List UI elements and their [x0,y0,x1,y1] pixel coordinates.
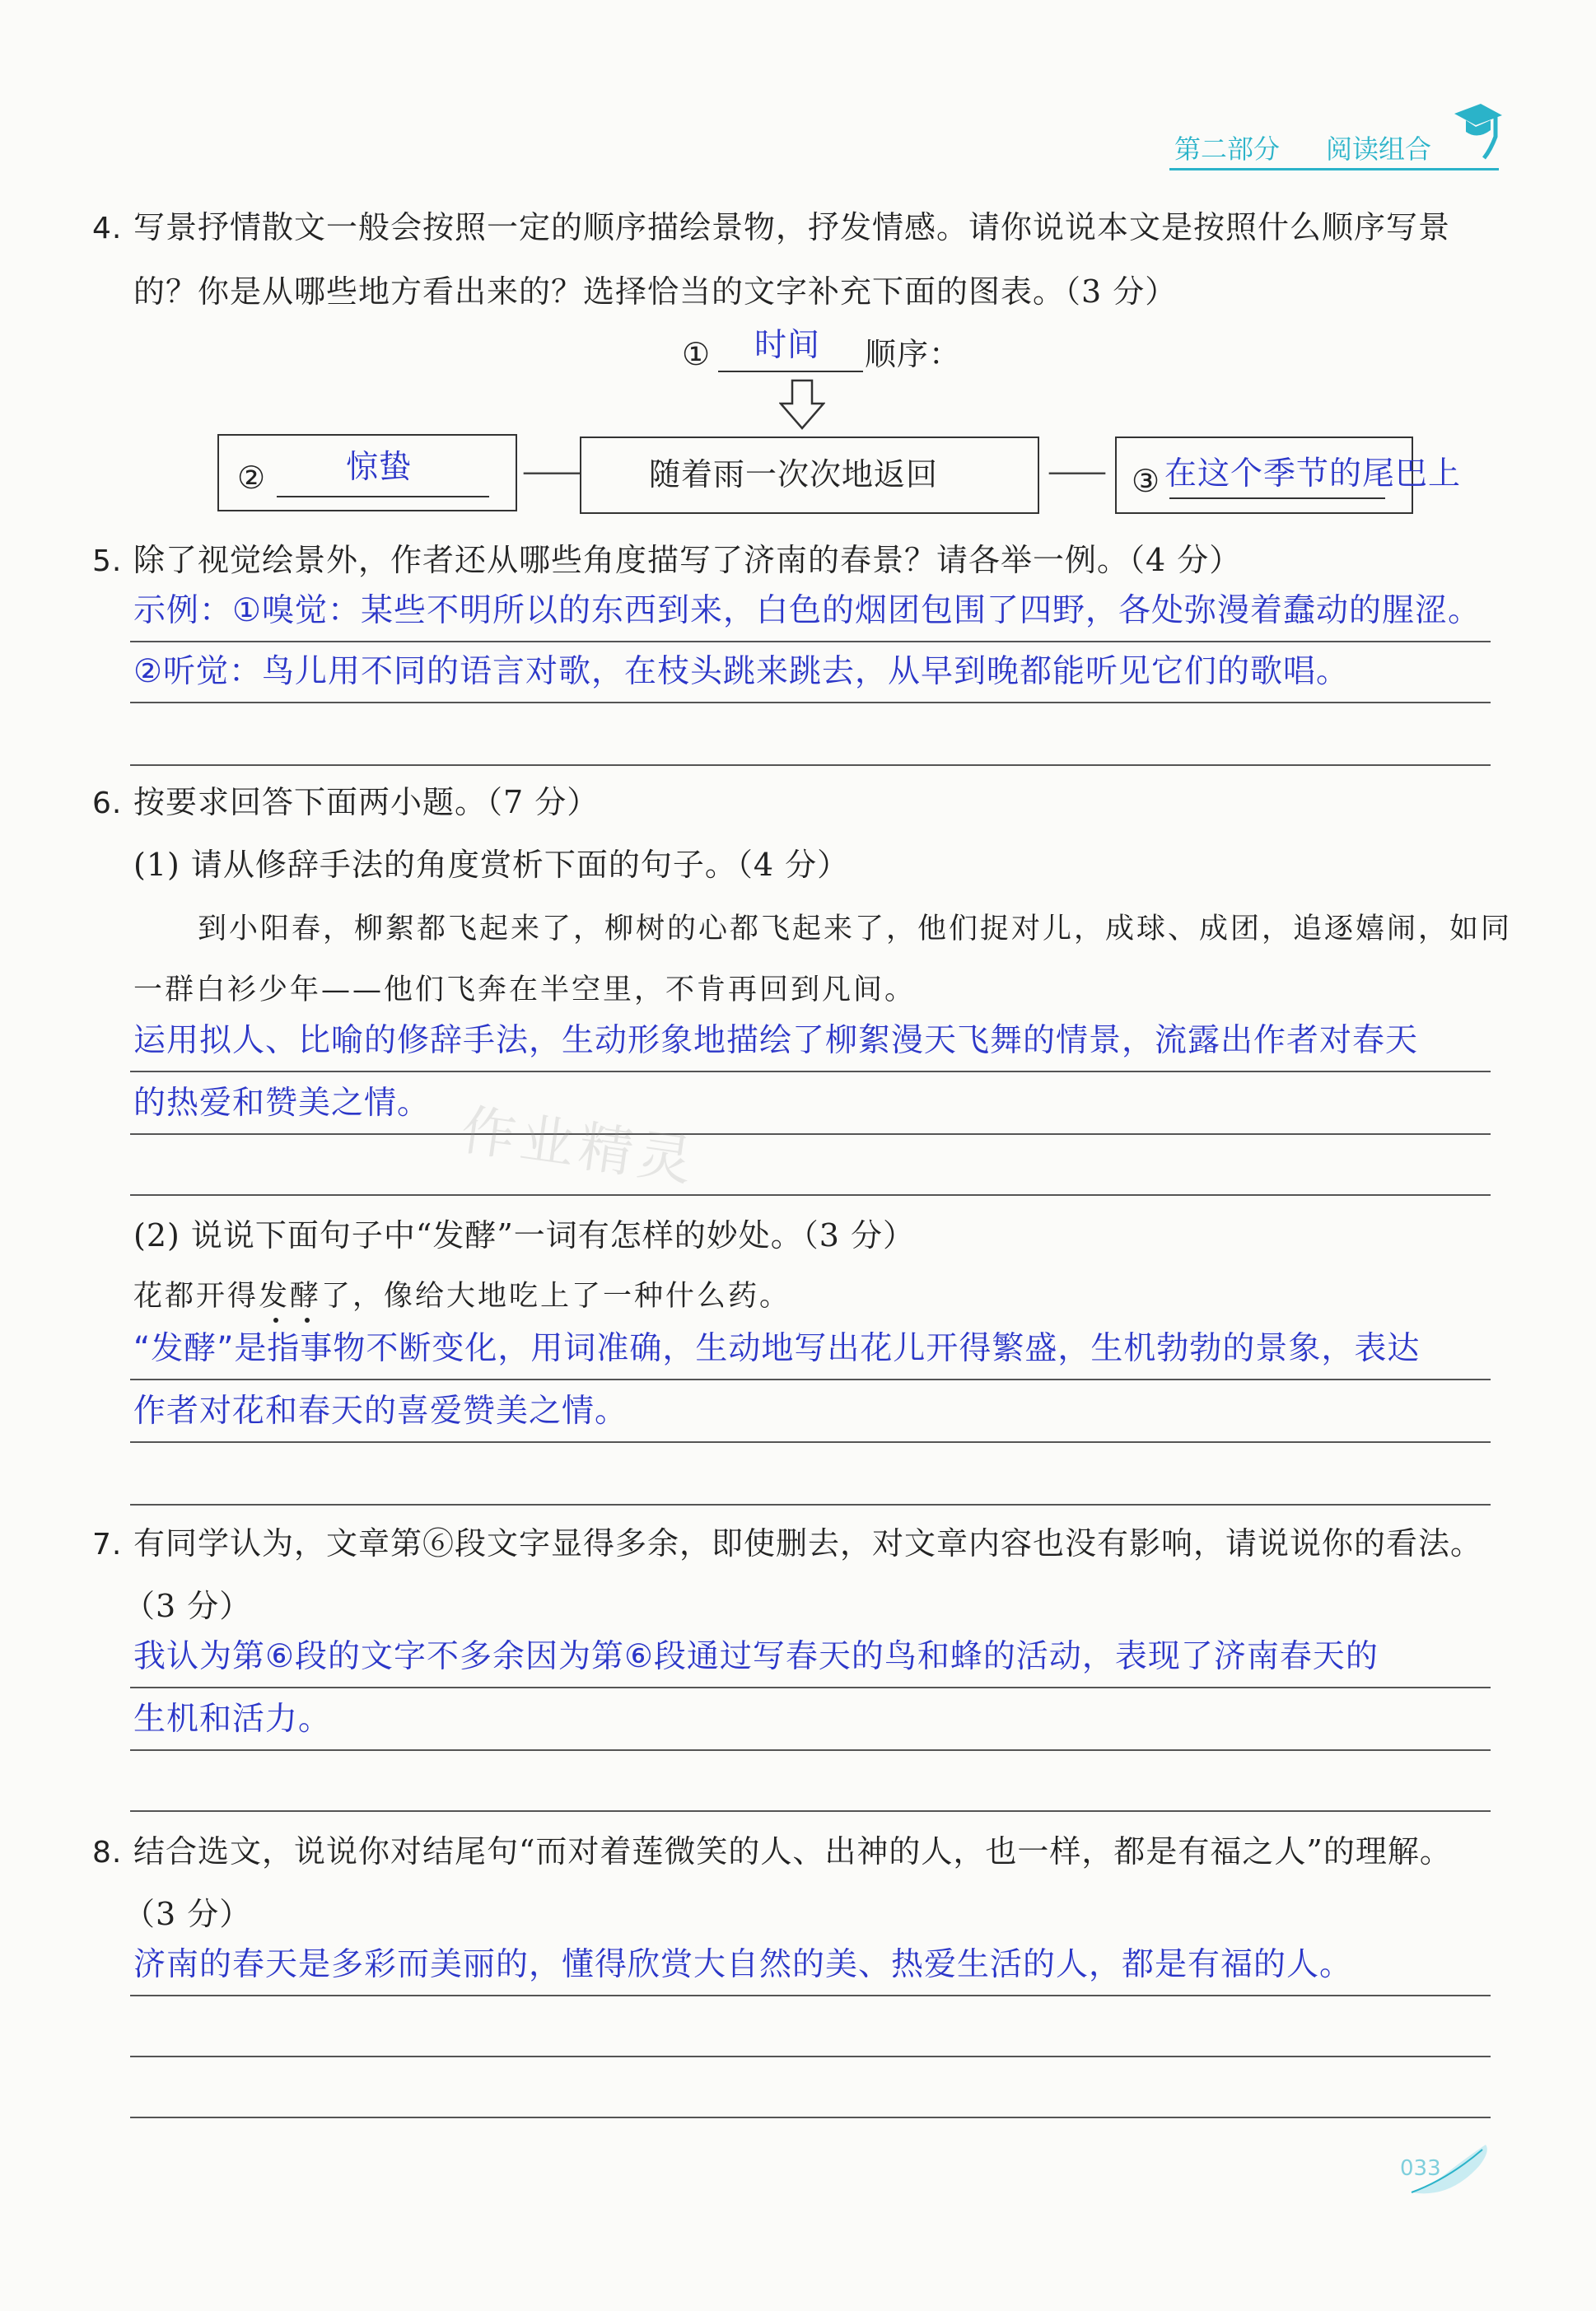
q6-text: 按要求回答下面两小题。（7 分） [133,784,600,820]
q6-sub1-text: (1) 请从修辞手法的角度赏析下面的句子。（4 分） [133,847,850,883]
diagram-answer-2-underline [277,496,489,497]
q5-answer-line2: ②听觉：鸟儿用不同的语言对歌，在枝头跳来跳去，从早到晚都能听见它们的歌唱。 [133,653,1349,690]
answer-rule [130,1687,1491,1688]
q7-number: 7. [92,1528,123,1562]
q8-number: 8. [92,1836,123,1870]
q8-text-line1: 结合选文，说说你对结尾句“而对着莲微笑的人、出神的人，也一样，都是有福之人”的理解。 [133,1833,1452,1870]
q6-sub1-quote-line2: 一群白衫少年——他们飞奔在半空里，不肯再回到凡间。 [133,973,917,1006]
emphasis-dot [273,1318,278,1323]
emphasis-dot [305,1318,310,1323]
q8-answer-line1: 济南的春天是多彩而美丽的，懂得欣赏大自然的美、热爱生活的人，都是有福的人。 [133,1946,1353,1983]
q6-sub2-answer-line1: “发酵”是指事物不断变化，用词准确，生动地写出花儿开得繁盛，生机勃勃的景象，表达 [133,1330,1421,1367]
q4-text-line2: 的？你是从哪些地方看出来的？选择恰当的文字补充下面的图表。（3 分） [133,273,1178,310]
q4-number: 4. [92,212,123,245]
diagram-answer-3-underline [1169,497,1385,499]
q6-number: 6. [92,787,123,820]
feather-icon [1400,2141,1499,2207]
graduation-cap-icon [1448,97,1505,163]
answer-rule [130,2117,1491,2118]
answer-rule [130,1071,1491,1072]
q7-answer-line1: 我认为第⑥段的文字不多余因为第⑥段通过写春天的鸟和蜂的活动，表现了济南春天的 [133,1638,1379,1675]
answer-rule [130,702,1491,703]
answer-rule [130,1749,1491,1751]
answer-rule [130,1995,1491,1996]
q6-sub1-answer-line2: 的热爱和赞美之情。 [133,1085,431,1122]
diagram-answer-2: 惊蛰 [346,449,413,486]
q6-sub2-text: (2) 说说下面句子中“发酵”一词有怎样的妙处。（3 分） [133,1217,916,1254]
q6-sub2-quote: 花都开得发酵了，像给大地吃上了一种什么药。 [133,1280,791,1313]
answer-rule [130,1441,1491,1443]
q7-answer-line2: 生机和活力。 [133,1701,332,1738]
header-rule [1169,168,1499,170]
q6-sub2-answer-line2: 作者对花和春天的喜爱赞美之情。 [133,1393,628,1430]
down-arrow-icon [779,379,825,432]
diagram-marker-1: ① [682,336,712,372]
q6-sub1-quote-line1: 到小阳春，柳絮都飞起来了，柳树的心都飞起来了，他们捉对儿，成球、成团，追逐嬉闹，如同 [198,913,1513,945]
q6-sub1-answer-line1: 运用拟人、比喻的修辞手法，生动形象地描绘了柳絮漫天飞舞的情景，流露出作者对春天 [133,1022,1419,1059]
answer-rule [130,2056,1491,2057]
diagram-marker-2: ② [237,460,267,496]
diagram-center-text: 随着雨一次次地返回 [649,456,939,493]
diagram-dash-2: —— [1048,453,1104,489]
diagram-answer-1-underline [718,371,863,372]
diagram-dash-1: —— [522,453,578,489]
answer-rule [130,1133,1491,1135]
answer-rule [130,641,1491,642]
q5-number: 5. [92,544,123,578]
page-number: 033 [1400,2156,1441,2181]
answer-rule [130,1504,1491,1506]
q5-answer-line1: 示例：①嗅觉：某些不明所以的东西到来，白色的烟团包围了四野，各处弥漫着蠢动的腥涩。 [133,592,1481,629]
diagram-answer-1: 时间 [754,327,821,364]
diagram-answer-3: 在这个季节的尾巴上 [1164,455,1462,493]
q8-text-line2: （3 分） [124,1896,252,1932]
answer-rule [130,764,1491,766]
q7-text-line2: （3 分） [124,1588,252,1624]
header-section: 阅读组合 [1326,133,1432,165]
watermark: 作业精灵 [457,1098,702,1194]
q5-text: 除了视觉绘景外，作者还从哪些角度描写了济南的春景？请各举一例。（4 分） [133,542,1242,578]
q4-text-line1: 写景抒情散文一般会按照一定的顺序描绘景物，抒发情感。请你说说本文是按照什么顺序写景 [133,209,1451,245]
header-part: 第二部分 [1174,133,1281,165]
answer-rule [130,1379,1491,1380]
answer-rule [130,1810,1491,1812]
q7-text-line1: 有同学认为，文章第⑥段文字显得多余，即使删去，对文章内容也没有影响，请说说你的看法。 [133,1525,1483,1562]
diagram-suffix-1: 顺序： [865,336,962,372]
diagram-marker-3: ③ [1132,463,1161,499]
answer-rule [130,1194,1491,1196]
